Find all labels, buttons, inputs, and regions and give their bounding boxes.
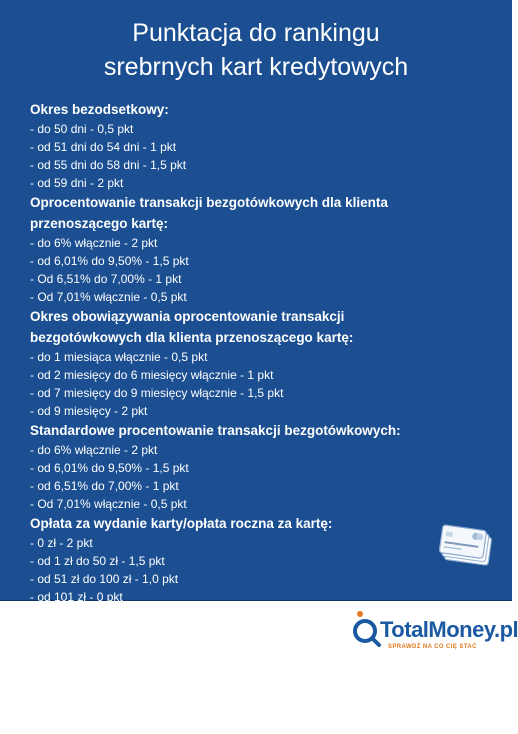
list-item: - od 9 miesięcy - 2 pkt [30,404,148,418]
list-item: - Od 7,01% włącznie - 0,5 pkt [30,290,187,304]
list-item: - od 6,01% do 9,50% - 1,5 pkt [30,461,189,475]
section-title: Okres bezodsetkowy: [30,102,169,117]
section-title: Oprocentowanie transakcji bezgotówkowych dla klienta [30,195,388,210]
section-card-fee [30,513,450,606]
section-title: Okres obowiązywania oprocentowanie transakcji [30,309,345,324]
list-item: - od 2 miesięcy do 6 miesięcy włącznie - 1 pkt [30,368,274,382]
list-item: - od 6,51% do 7,00% - 1 pkt [30,479,179,493]
logo-tagline: SPRAWDŹ NA CO CIĘ STAĆ [388,644,477,650]
magnifier-logo-icon [352,609,382,649]
section-title: Standardowe procentowanie transakcji bezgotówkowych: [30,423,401,438]
page-title-line-1: Punktacja do rankingu [132,19,380,47]
section-title: przenoszącego kartę: [30,216,169,231]
list-item: - do 1 miesiąca włącznie - 0,5 pkt [30,350,208,364]
page-title [0,16,512,84]
totalmoney-logo [352,607,518,657]
section-interest-free [30,99,450,192]
logo-suffix: .pl [493,617,518,642]
list-item: - od 51 zł do 100 zł - 1,0 pkt [30,572,179,586]
list-item: - od 51 dni do 54 dni - 1 pkt [30,140,177,154]
page-title-line-2: srebrnych kart kredytowych [103,53,409,81]
section-title: Opłata za wydanie karty/opłata roczna za kartę: [30,516,333,531]
criteria-list [30,99,450,606]
list-item: - od 101 zł - 0 pkt [30,590,123,604]
logo-name: TotalMoney [380,617,494,642]
section-title: bezgotówkowych dla klienta przenoszącego kartę: [30,330,354,345]
list-item: - do 50 dni - 0,5 pkt [30,122,134,136]
list-item: - od 59 dni - 2 pkt [30,176,124,190]
list-item: - od 1 zł do 50 zł - 1,5 pkt [30,554,165,568]
list-item: - od 55 dni do 58 dni - 1,5 pkt [30,158,187,172]
list-item: - do 6% włącznie - 2 pkt [30,443,158,457]
list-item: - do 6% włącznie - 2 pkt [30,236,158,250]
logo-wordmark [380,617,518,643]
list-item: - od 7 miesięcy do 9 miesięcy włącznie - 1,5 pkt [30,386,284,400]
list-item: - Od 7,01% włącznie - 0,5 pkt [30,497,187,511]
credit-cards-icon [436,520,494,576]
section-transfer-period [30,306,450,420]
list-item: - Od 6,51% do 7,00% - 1 pkt [30,272,182,286]
list-item: - 0 zł - 2 pkt [30,536,93,550]
section-standard-interest [30,420,450,513]
section-transfer-interest [30,192,450,306]
list-item: - od 6,01% do 9,50% - 1,5 pkt [30,254,189,268]
